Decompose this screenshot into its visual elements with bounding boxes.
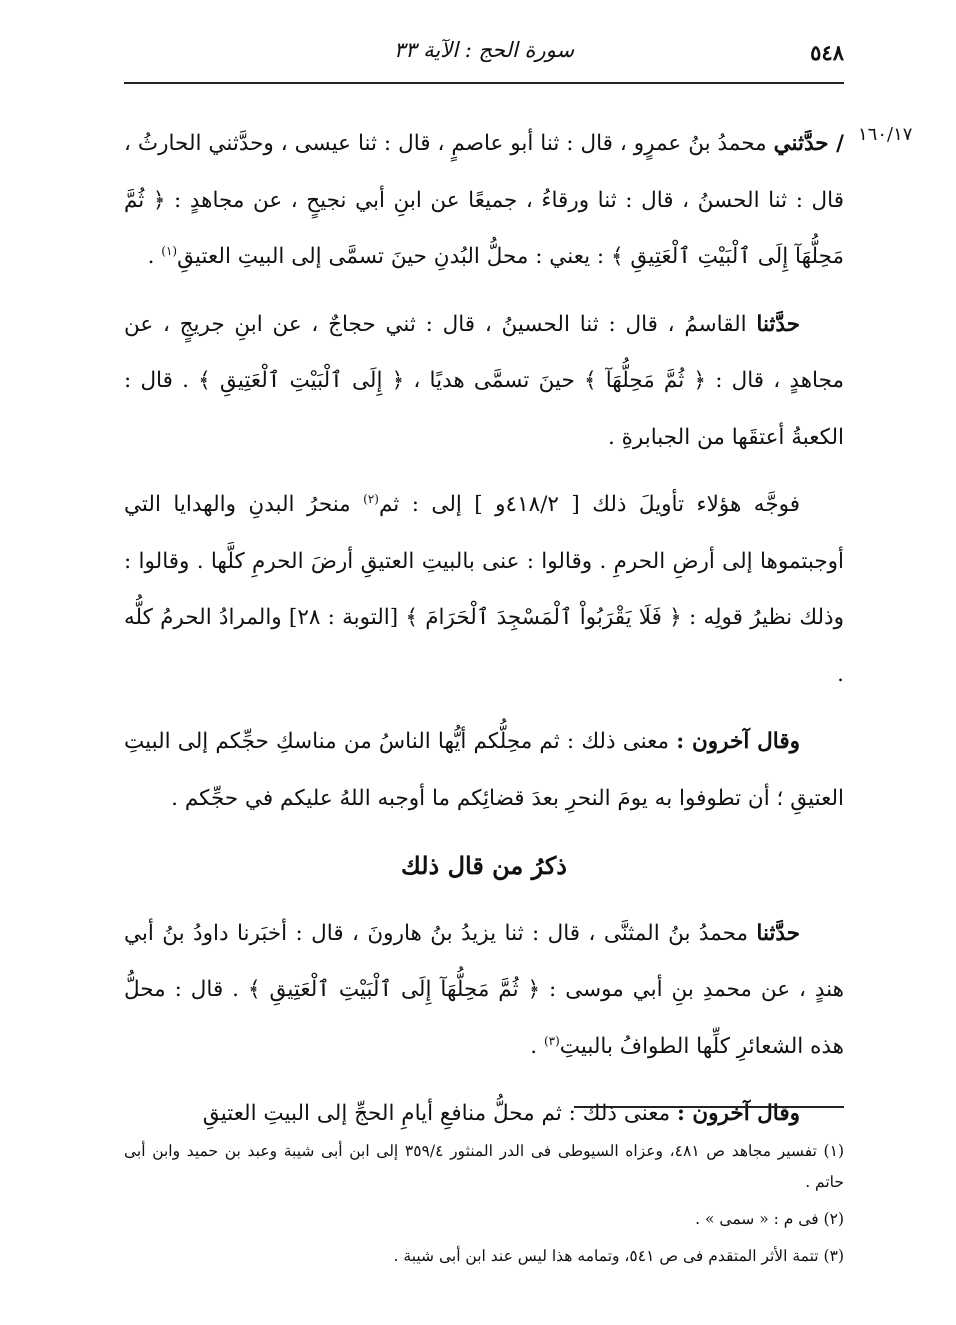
main-text [124, 116, 844, 1154]
paragraph-text: فوجَّه هؤلاء تأويلَ ذلك [ ٤١٨/٢و ] إلى : ثم [378, 492, 800, 517]
footnote-2: (٢) فى م : « سمى » . [695, 1210, 844, 1228]
paragraph-lead: / حدَّثني [773, 131, 844, 156]
section-heading: ذكرُ من قال ذلك [401, 851, 567, 880]
footnote-ref-3[interactable]: (٣) [543, 1033, 560, 1048]
paragraph-lead: وقال آخرون : [676, 1101, 800, 1126]
footnote-divider [574, 1106, 844, 1108]
paragraph-3 [124, 477, 844, 703]
paragraph-tail: . [530, 1033, 544, 1059]
footnote-3: (٣) تتمة الأثر المتقدم فى ص ٥٤١، وتمامه هذا ليس عند ابن أبى شيبة . [393, 1247, 844, 1265]
paragraph-5 [124, 906, 844, 1076]
paragraph-1 [124, 116, 844, 286]
paragraph-text: معنى ذلك : ثم محِلُّكم أيُّها الناسُ من مناسكِ حجِّكم إلى البيتِ العتيقِ ؛ أن تطوفوا به يومَ النحرِ بعدَ قضائِكم ما أوجبه اللهُ عليكم في حجِّكم . [124, 729, 844, 811]
footnote-1: (١) تفسير مجاهد ص ٤٨١، وعزاه السيوطى فى الدر المنثور ٣٥٩/٤ إلى ابن أبى شيبة وعبد بن حميد وابن أبى حاتم . [124, 1142, 844, 1191]
paragraph-tail: منحرُ البدنِ والهدايا التي أوجبتموها إلى أرضِ الحرمِ . وقالوا : عنى بالبيتِ العتيقِ أرضَ الحرمِ كلَّها . وقالوا : وذلك نظيرُ قولِه : ﴿ فَلَا يَقْرَبُواْ ٱلْمَسْجِدَ ٱلْحَرَامَ ﴾ [التوبة : ٢٨] والمرادُ الحرمُ كلُّه . [124, 492, 844, 687]
paragraph-text: محمدُ بنُ عمرٍو ، قال : ثنا أبو عاصمٍ ، قال : ثنا عيسى ، وحدَّثني الحارثُ ، قال : ثنا الحسنُ ، قال : ثنا ورقاءُ ، جميعًا عن ابنِ أبي نجيحٍ ، عن مجاهدٍ : ﴿ ثُمَّ مَحِلُّهَآ إِلَى ٱلْبَيْتِ ٱلْعَتِيقِ ﴾ : يعني : محلُّ البُدنِ حينَ تسمَّى إلى البيتِ العتيقِ [124, 131, 844, 269]
paragraph-lead: وقال آخرون : [676, 729, 800, 754]
paragraph-6 [124, 1086, 844, 1143]
footnote-ref-1[interactable]: (١) [161, 243, 178, 258]
running-title: سورة الحج : الآية ٣٣ [393, 38, 575, 62]
paragraph-text: القاسمُ ، قال : ثنا الحسينُ ، قال : ثني حجاجٌ ، عن ابنِ جريجٍ ، عن مجاهدٍ ، قال : ﴿ ثُمَّ مَحِلُّهَآ ﴾ حينَ تسمَّى هديًا ، ﴿ إِلَى ٱلْبَيْتِ ٱلْعَتِيقِ ﴾ . قال : الكعبةُ أعتقَها من الجبابرةِ . [124, 311, 844, 450]
paragraph-text: معنى ذلك : ثم محلُّ منافعِ أيامِ الحجِّ إلى البيتِ العتيقِ [202, 1101, 677, 1126]
paragraph-tail: . [147, 244, 162, 269]
paragraph-lead: حدَّثنا [756, 311, 800, 337]
paragraph-text: محمدُ بنُ المثنَّى ، قال : ثنا يزيدُ بنُ هارونَ ، قال : أخبَرنا داودُ بنُ أبي هندٍ ، عن محمدِ بنِ أبي موسى : ﴿ ثُمَّ مَحِلُّهَآ إِلَى ٱلْبَيْتِ ٱلْعَتِيقِ ﴾ . قال : محلُّ هذه الشعائرِ كلِّها الطوافُ بالبيتِ [124, 920, 844, 1059]
page-header [124, 34, 844, 84]
paragraph-2 [124, 297, 844, 467]
footnotes [124, 1136, 844, 1278]
paragraph-lead: حدَّثنا [756, 920, 800, 946]
footnote-ref-2[interactable]: (٢) [363, 491, 379, 506]
margin-reference: ١٦٠/١٧ [858, 124, 913, 145]
page-number: ٥٤٨ [810, 40, 844, 65]
paragraph-4 [124, 714, 844, 827]
